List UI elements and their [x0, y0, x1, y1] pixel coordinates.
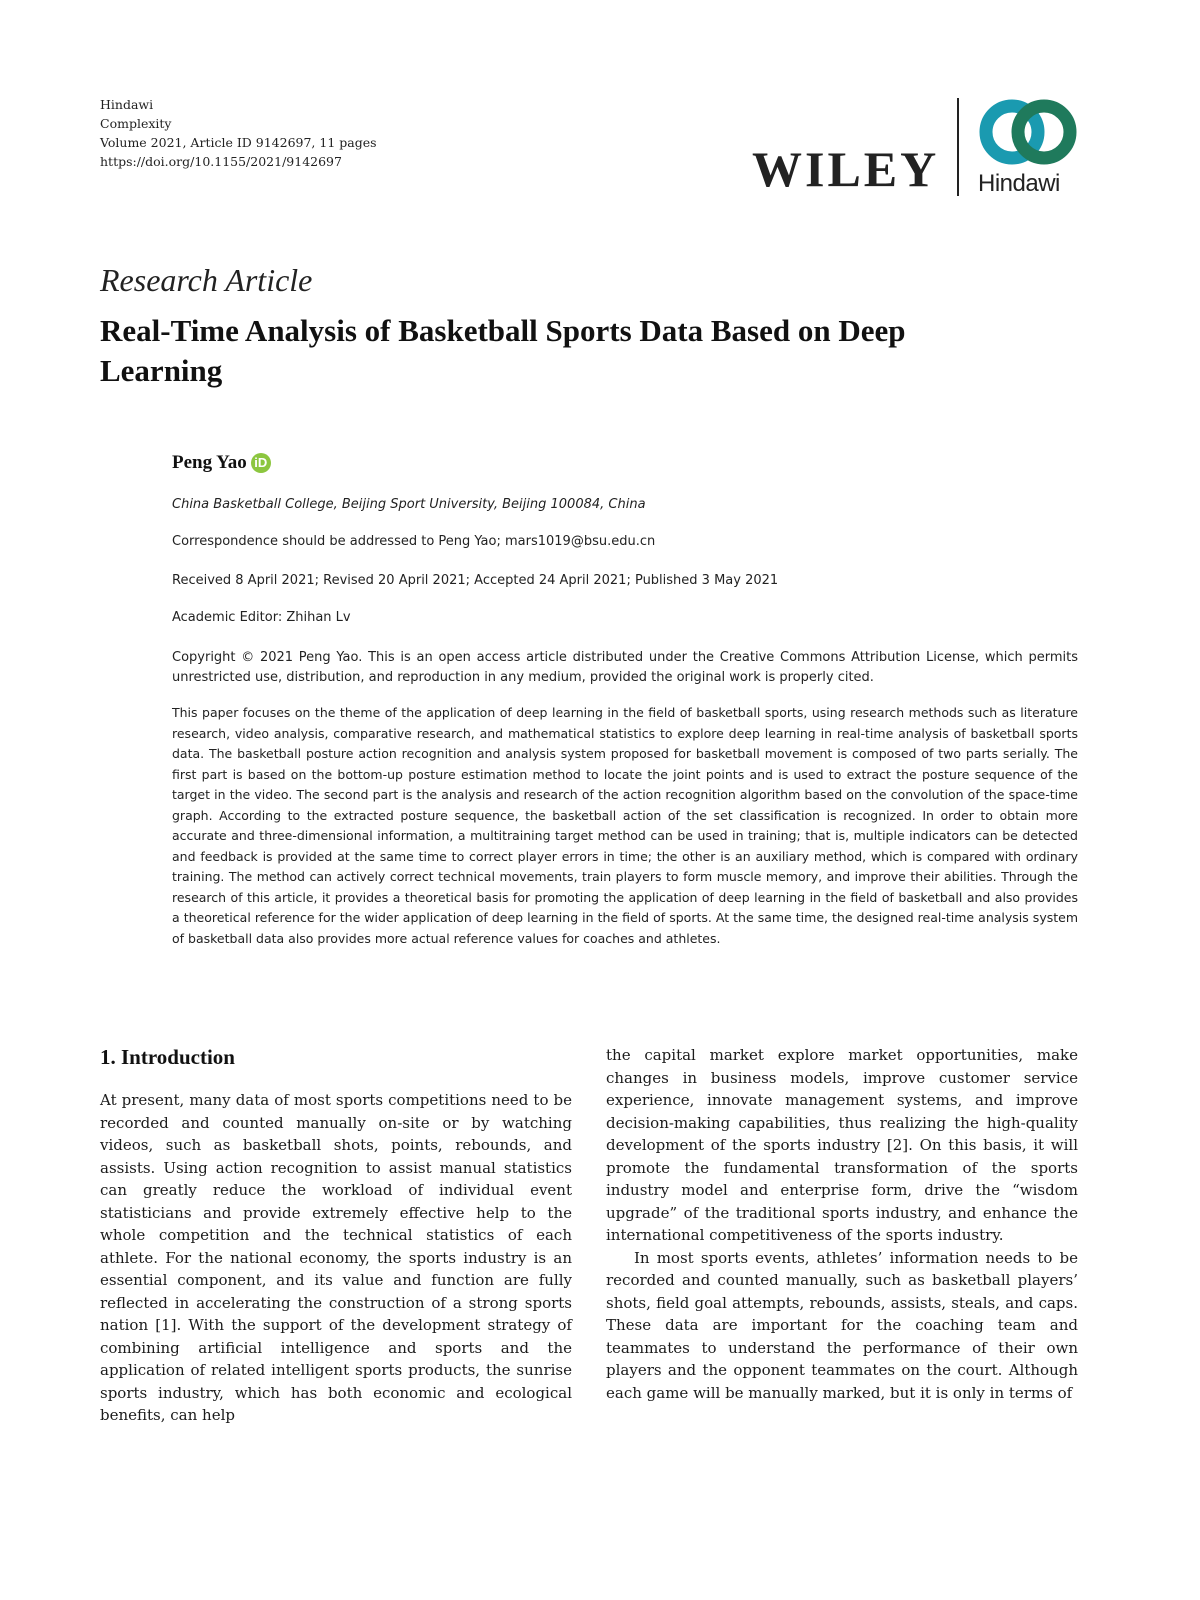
publisher-logos — [752, 92, 1092, 202]
journal-name: Complexity — [100, 116, 172, 131]
copyright-notice: Copyright © 2021 Peng Yao. This is an open access article distributed under the Creative Commons Attribution License, which permits unrestricted use, distribution, and reproduction in any medium, provided the original work is properly cited. — [172, 650, 1078, 685]
left-column — [100, 1089, 572, 1427]
volume-line: Volume 2021, Article ID 9142697, 11 pages — [100, 135, 377, 150]
abstract: This paper focuses on the theme of the application of deep learning in the field of basketball sports, using research methods such as literature research, video analysis, comparative research, and mathematical statistics to explore deep learning in real-time analysis of basketball sports data. The basketball posture action recognition and analysis system proposed for basketball movement is composed of two parts serially. The first part is based on the bottom-up posture estimation method to locate the joint points and is used to extract the posture sequence of the target in the video. The second part is the analysis and research of the action recognition algorithm based on the convolution of the space-time graph. According to the extracted posture sequence, the basketball action of the set classification is recognized. In order to obtain more accurate and three-dimensional information, a multitraining target method can be used in training; that is, multiple indicators can be detected and feedback is provided at the same time to correct player errors in time; the other is an auxiliary method, which is compared with ordinary training. The method can actively correct technical movements, train players to form muscle memory, and improve their abilities. Through the research of this article, it provides a theoretical basis for promoting the application of deep learning in the field of basketball and also provides a theoretical reference for the wider application of deep learning in the field of sports. At the same time, the designed real-time analysis system of basketball data also provides more actual reference values for coaches and athletes. — [172, 705, 1078, 946]
hindawi-logo-icon — [974, 94, 1084, 172]
affiliation: China Basketball College, Beijing Sport University, Beijing 100084, China — [172, 497, 646, 512]
orcid-icon[interactable]: iD — [251, 453, 271, 473]
body-paragraph: the capital market explore market opportunities, make changes in business models, improve customer service experience, innovate management systems, and improve decision-making capabilities, thus realizing the high-quality development of the sports industry [2]. On this basis, it will promote the fundamental transformation of the sports industry model and enterprise form, drive the “wisdom upgrade” of the traditional sports industry, and enhance the international competitiveness of the sports industry. — [606, 1046, 1078, 1244]
body-paragraph: At present, many data of most sports competitions need to be recorded and counted manually on-site or by watching videos, such as basketball shots, points, rebounds, and assists. Using action recognition to assist manual statistics can greatly reduce the workload of individual event statisticians and provide extremely effective help to the whole competition and the technical statistics of each athlete. For the national economy, the sports industry is an essential component, and its value and function are fully reflected in accelerating the construction of a strong sports nation [1]. With the support of the development strategy of combining artificial intelligence and sports and the application of related intelligent sports products, the sunrise sports industry, which has both economic and ecological benefits, can help — [100, 1091, 572, 1424]
hindawi-wordmark: Hindawi — [978, 170, 1060, 197]
academic-editor: Academic Editor: Zhihan Lv — [172, 610, 351, 625]
wiley-logo: WILEY — [752, 141, 940, 197]
right-column — [606, 1044, 1078, 1404]
article-type: Research Article — [100, 262, 313, 298]
author-line — [172, 452, 271, 474]
correspondence: Correspondence should be addressed to Peng Yao; mars1019@bsu.edu.cn — [172, 534, 656, 549]
section-heading: 1. Introduction — [100, 1045, 235, 1069]
body-paragraph: In most sports events, athletes’ information needs to be recorded and counted manually, such as basketball players’ shots, field goal attempts, rebounds, assists, steals, and caps. These data are important for the coaching team and teammates to understand the performance of their own players and the opponent teammates on the court. Although each game will be manually marked, but it is only in terms of — [606, 1248, 1078, 1402]
publication-dates: Received 8 April 2021; Revised 20 April 2021; Accepted 24 April 2021; Published 3 May 2021 — [172, 573, 779, 588]
logo-divider — [957, 98, 959, 196]
publisher-name: Hindawi — [100, 97, 154, 112]
author-name: Peng Yao — [172, 452, 247, 473]
doi-link[interactable]: https://doi.org/10.1155/2021/9142697 — [100, 154, 342, 169]
article-title: Real-Time Analysis of Basketball Sports Data Based on Deep Learning — [100, 313, 906, 388]
article-meta — [100, 95, 377, 171]
